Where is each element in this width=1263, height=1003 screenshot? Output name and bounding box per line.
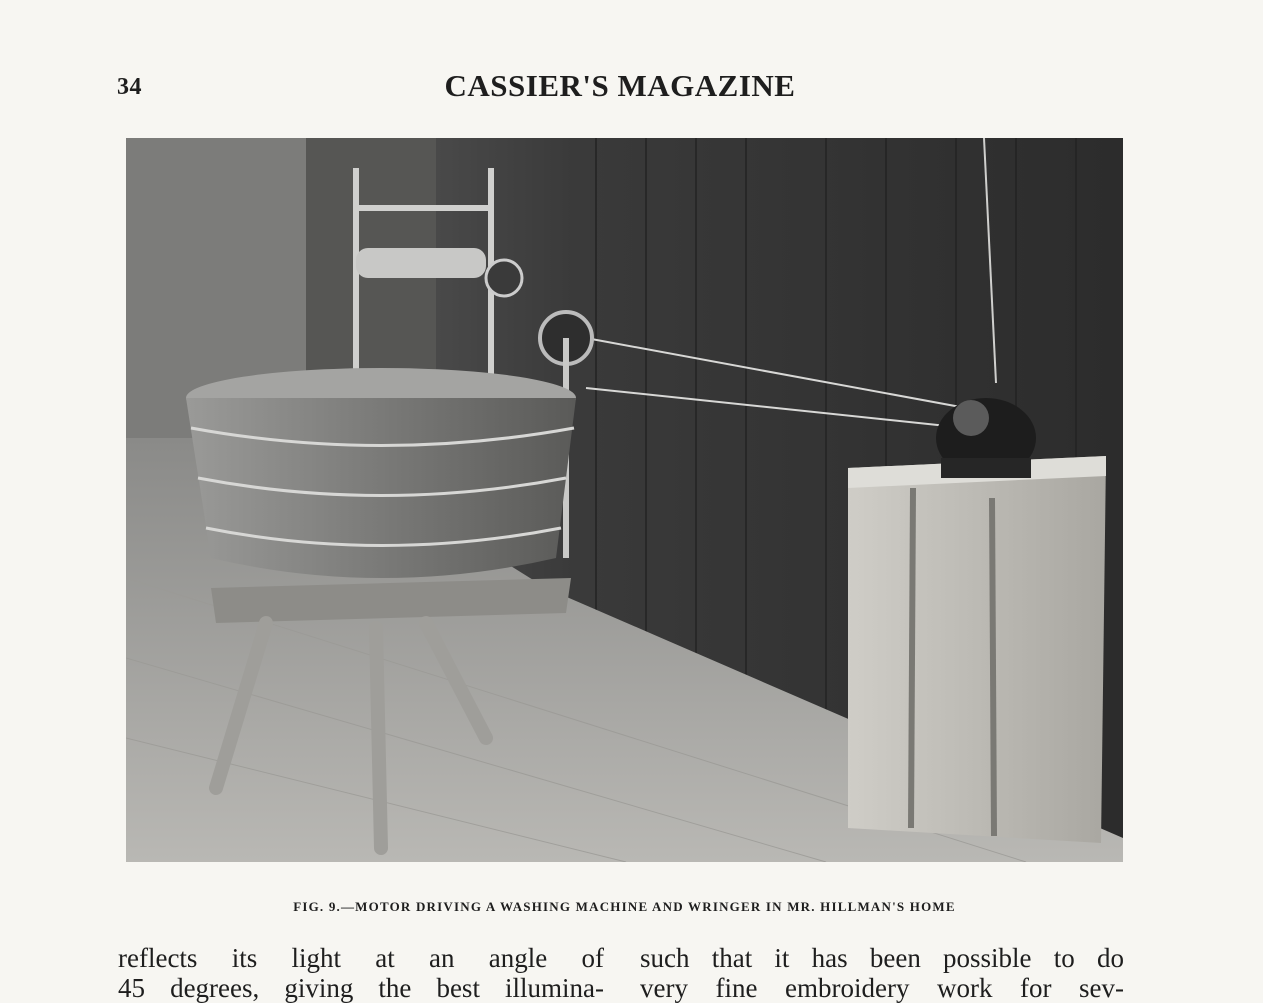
body-text-right-column <box>640 943 1124 1003</box>
figure-photo <box>126 138 1123 862</box>
body-text-line: such that it has been possible to do <box>640 943 1124 973</box>
body-text-line: very fine embroidery work for sev- <box>640 973 1124 1003</box>
body-text-line: reflects its light at an angle of <box>118 943 604 973</box>
figure-caption: FIG. 9.—MOTOR DRIVING A WASHING MACHINE AND WRINGER IN MR. HILLMAN'S HOME <box>293 899 956 914</box>
page-number: 34 <box>117 74 142 100</box>
body-text-line: 45 degrees, giving the best illumina- <box>118 973 604 1003</box>
magazine-title: CASSIER'S MAGAZINE <box>444 68 796 103</box>
body-text-left-column <box>118 943 604 1003</box>
